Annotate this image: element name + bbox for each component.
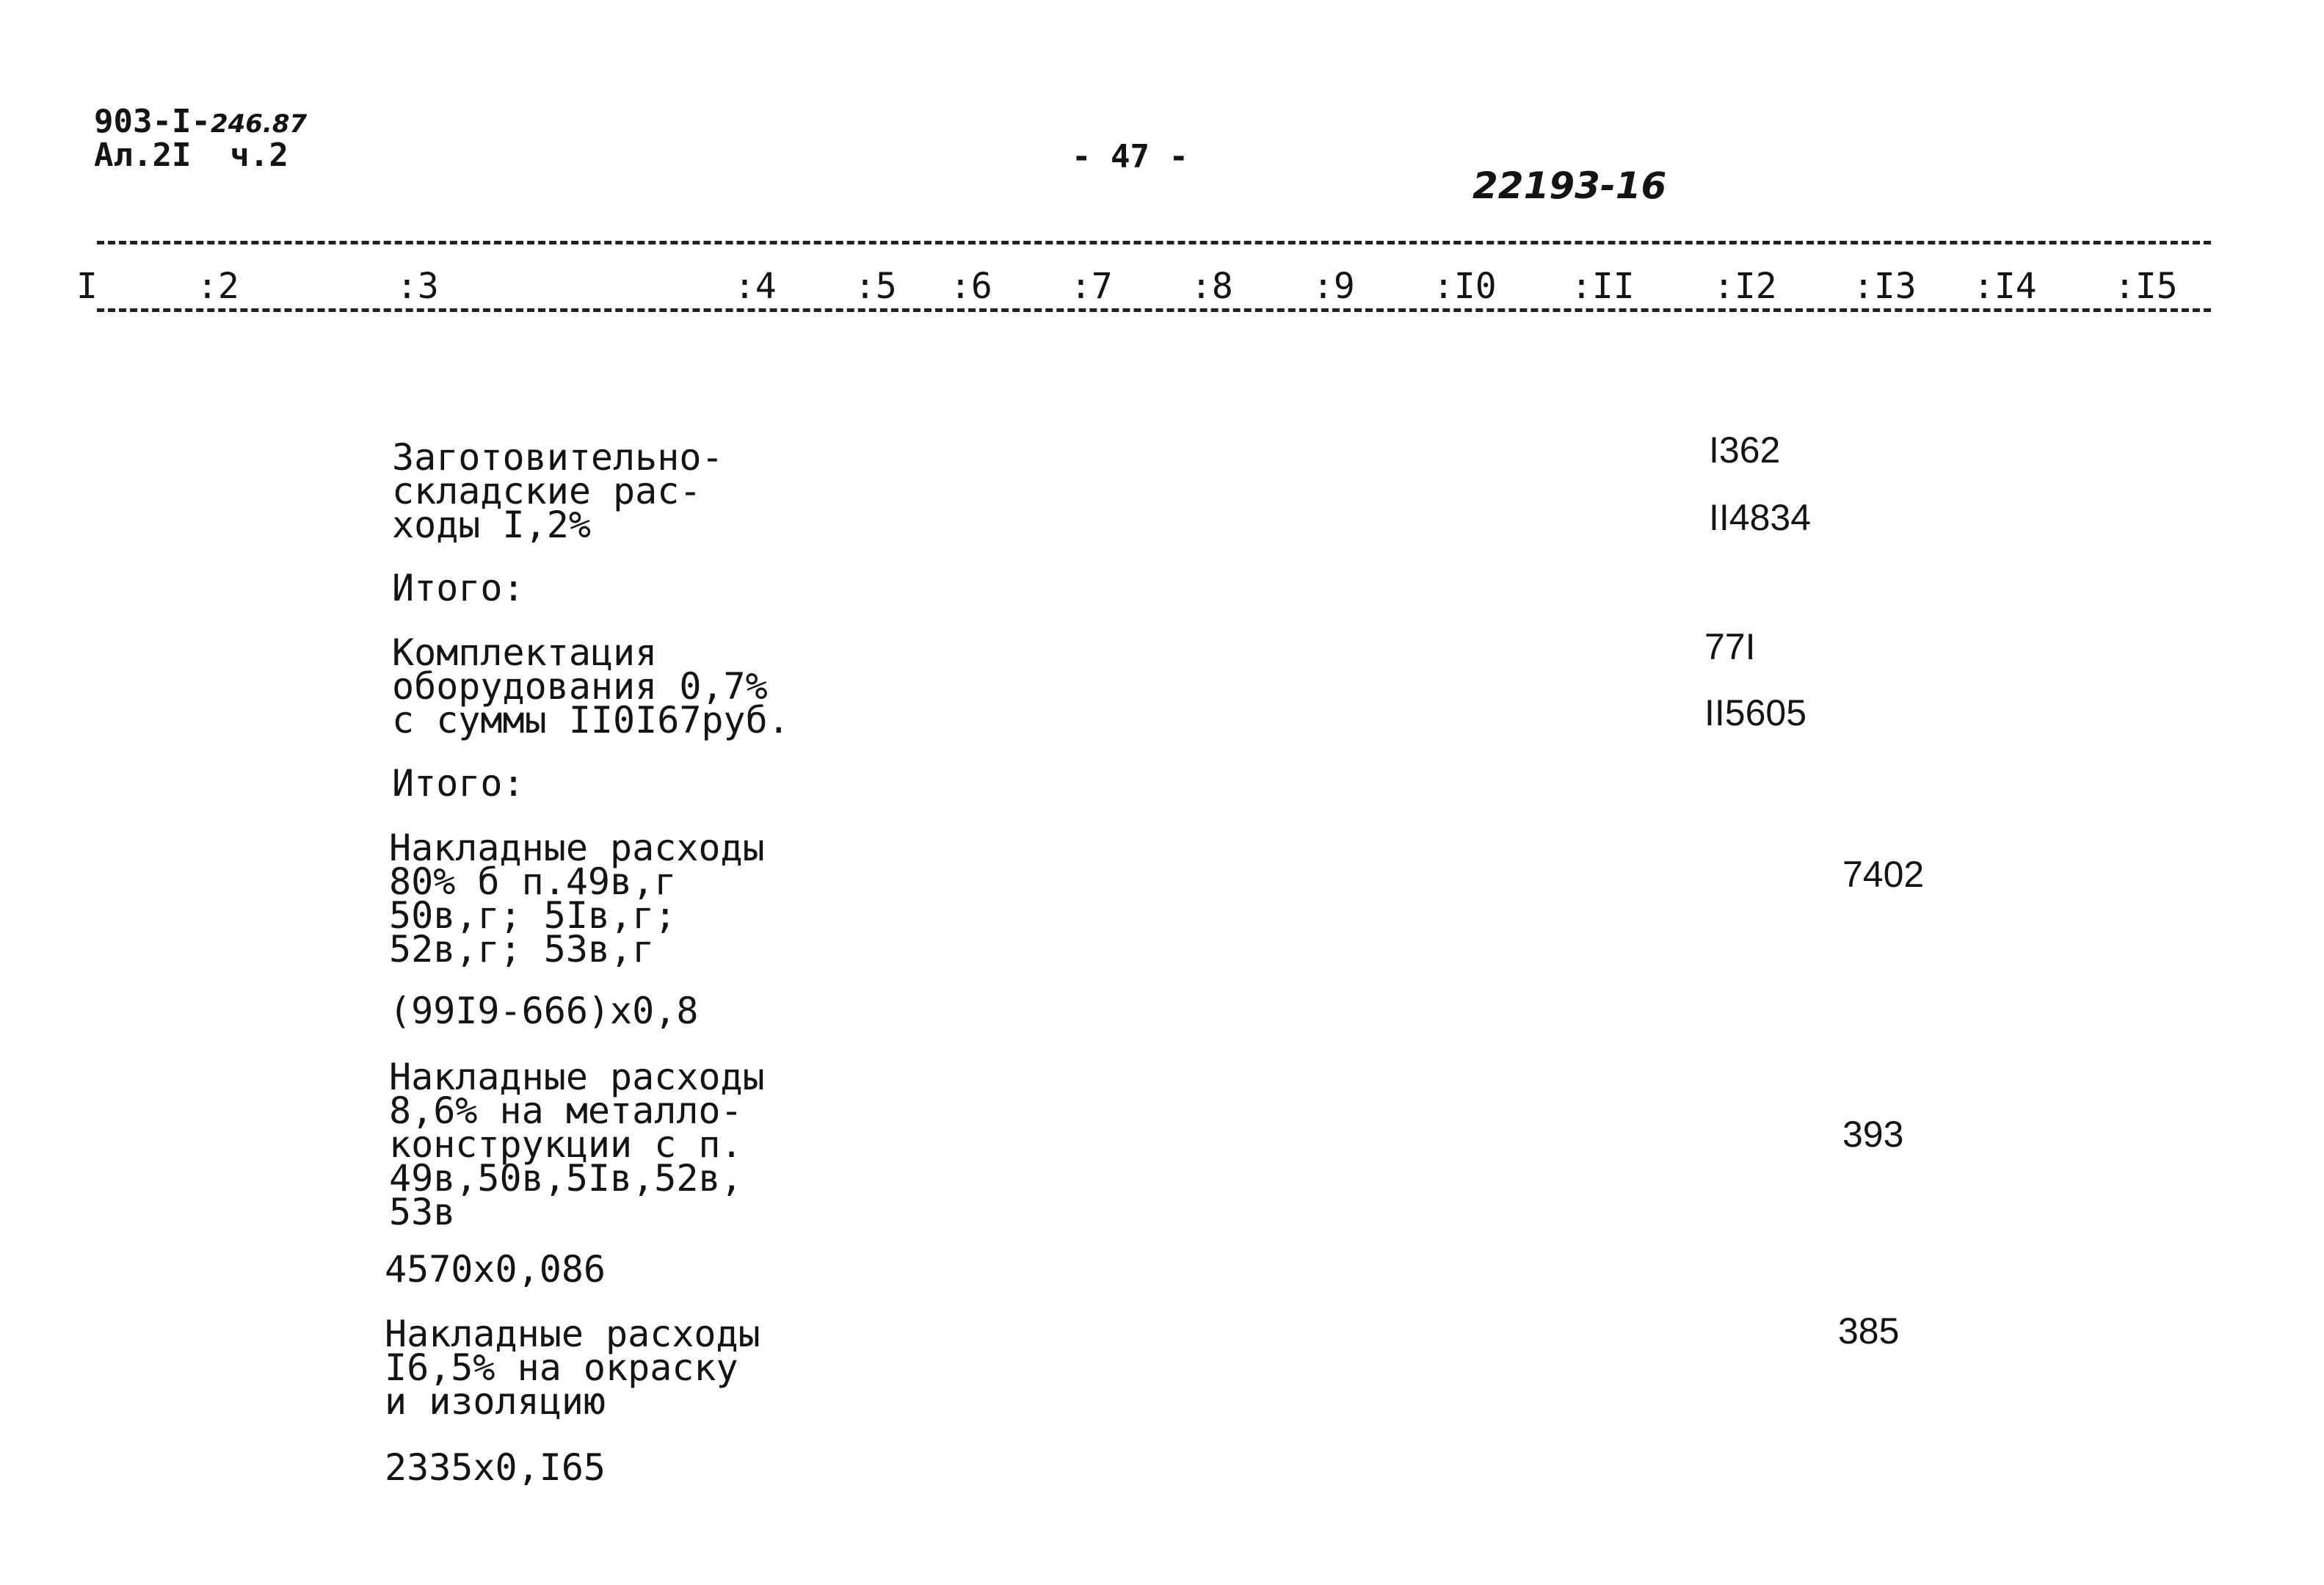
archive-number: 22193-16 xyxy=(1473,164,1667,207)
column-header-13: :I3 xyxy=(1853,266,1917,307)
column-header-12: :I2 xyxy=(1713,266,1777,307)
document-code-handwritten: 246.87 xyxy=(210,109,308,139)
table-top-rule xyxy=(97,241,2211,244)
column-header-2: :2 xyxy=(197,266,239,307)
column-header-9: :9 xyxy=(1312,266,1355,307)
column-header-1: I xyxy=(76,266,98,307)
table-row-text: (99I9-666)х0,8 xyxy=(389,990,699,1032)
column-header-3: :3 xyxy=(396,266,439,307)
table-row-text: Накладные расходы 8,6% на металло- конструкции с п. 49в,50в,5Iв,52в, 53в xyxy=(389,1056,765,1233)
column-header-15: :I5 xyxy=(2114,266,2178,307)
column-header-8: :8 xyxy=(1191,266,1233,307)
column-header-10: :I0 xyxy=(1433,266,1497,307)
table-row-text: Накладные расходы 80% б п.49в,г 50в,г; 5Iв,г; 52в,г; 53в,г xyxy=(389,827,765,971)
column-header-7: :7 xyxy=(1070,266,1113,307)
column-header-6: :6 xyxy=(950,266,992,307)
column-header-4: :4 xyxy=(734,266,777,307)
table-cell-col12: I362 xyxy=(1709,429,1781,471)
table-cell-col13: 7402 xyxy=(1842,854,1925,895)
column-header-5: :5 xyxy=(854,266,897,307)
table-row-text: 2335х0,I65 xyxy=(385,1446,606,1489)
table-cell-col13: 393 xyxy=(1842,1114,1904,1155)
page-number: - 47 - xyxy=(1072,138,1188,175)
table-row-text: Итого: xyxy=(392,762,525,805)
table-row-text: Итого: xyxy=(392,567,525,609)
document-code-prefix: 903-I- xyxy=(94,103,211,140)
table-cell-col12: II5605 xyxy=(1704,692,1807,733)
sheet-label: Ал.2I ч.2 xyxy=(94,137,288,174)
table-cell-col12: 77I xyxy=(1704,626,1756,667)
table-row-text: Заготовительно- складские рас- ходы I,2% xyxy=(392,436,724,546)
table-row-text: Комплектация оборудования 0,7% с суммы II0I67руб. xyxy=(392,631,790,741)
document-code xyxy=(94,103,308,140)
column-header-14: :I4 xyxy=(1973,266,2037,307)
table-header-rule xyxy=(97,308,2211,312)
table-row-text: Накладные расходы I6,5% на окраску и изоляцию xyxy=(385,1313,760,1423)
table-cell-col12: II4834 xyxy=(1709,497,1812,538)
table-row-text: 4570х0,086 xyxy=(385,1248,606,1291)
table-cell-col13: 385 xyxy=(1838,1310,1900,1352)
column-header-11: :II xyxy=(1571,266,1635,307)
